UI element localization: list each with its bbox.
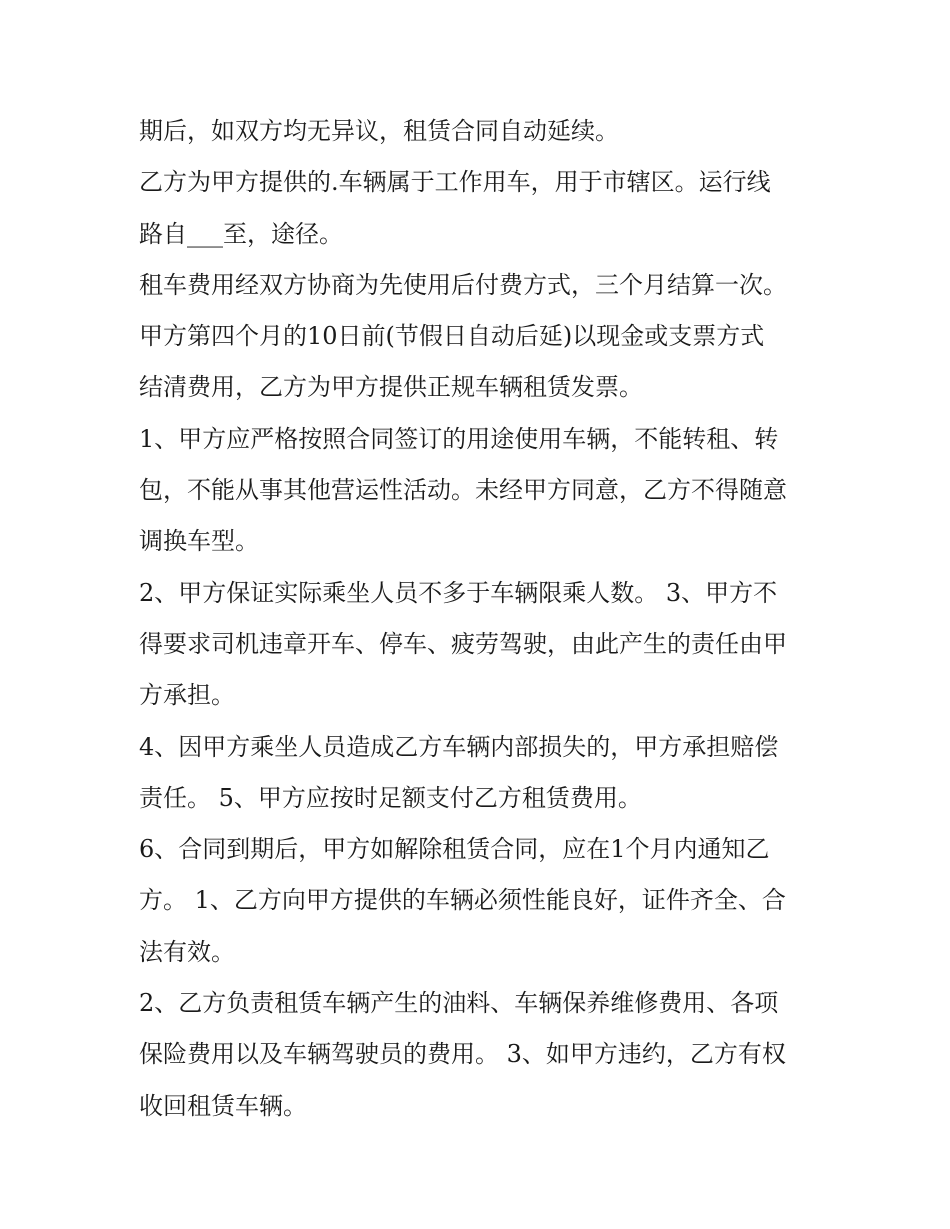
text-line: 包，不能从事其他营运性活动。未经甲方同意，乙方不得随意 bbox=[139, 476, 787, 505]
text-line: 期后，如双方均无异议，租赁合同自动延续。 bbox=[139, 117, 619, 145]
text-line: 法有效。 bbox=[139, 937, 235, 966]
text-line: 方。 1、乙方向甲方提供的车辆必须性能良好，证件齐全、合 bbox=[139, 886, 786, 915]
text-line: 收回租赁车辆。 bbox=[139, 1091, 307, 1120]
text-line: 责任。 5、甲方应按时足额支付乙方租赁费用。 bbox=[139, 783, 642, 812]
text-line: 2、乙方负责租赁车辆产生的油料、车辆保养维修费用、各项 bbox=[139, 989, 779, 1018]
text-line: 6、合同到期后，甲方如解除租赁合同，应在1个月内通知乙 bbox=[139, 835, 770, 864]
text-line: 租车费用经双方协商为先使用后付费方式，三个月结算一次。 bbox=[139, 270, 787, 299]
text-line: 1、甲方应严格按照合同签订的用途使用车辆，不能转租、转 bbox=[139, 424, 779, 453]
text-line: 2、甲方保证实际乘坐人员不多于车辆限乘人数。 3、甲方不 bbox=[139, 578, 778, 607]
text-line: 调换车型。 bbox=[139, 527, 259, 556]
text-line: 得要求司机违章开车、停车、疲劳驾驶，由此产生的责任由甲 bbox=[139, 629, 787, 658]
text-line: 4、因甲方乘坐人员造成乙方车辆内部损失的，甲方承担赔偿 bbox=[139, 732, 779, 761]
contract-body-text bbox=[139, 106, 839, 1132]
text-line: 方承担。 bbox=[139, 681, 235, 710]
text-line: 保险费用以及车辆驾驶员的费用。 3、如甲方违约，乙方有权 bbox=[139, 1040, 786, 1069]
text-line: 甲方第四个月的10日前(节假日自动后延)以现金或支票方式 bbox=[139, 322, 765, 351]
text-line: 乙方为甲方提供的.车辆属于工作用车，用于市辖区。运行线 bbox=[139, 168, 771, 197]
text-line: 路自___至，途径。 bbox=[139, 219, 343, 248]
text-line: 结清费用，乙方为甲方提供正规车辆租赁发票。 bbox=[139, 373, 643, 402]
